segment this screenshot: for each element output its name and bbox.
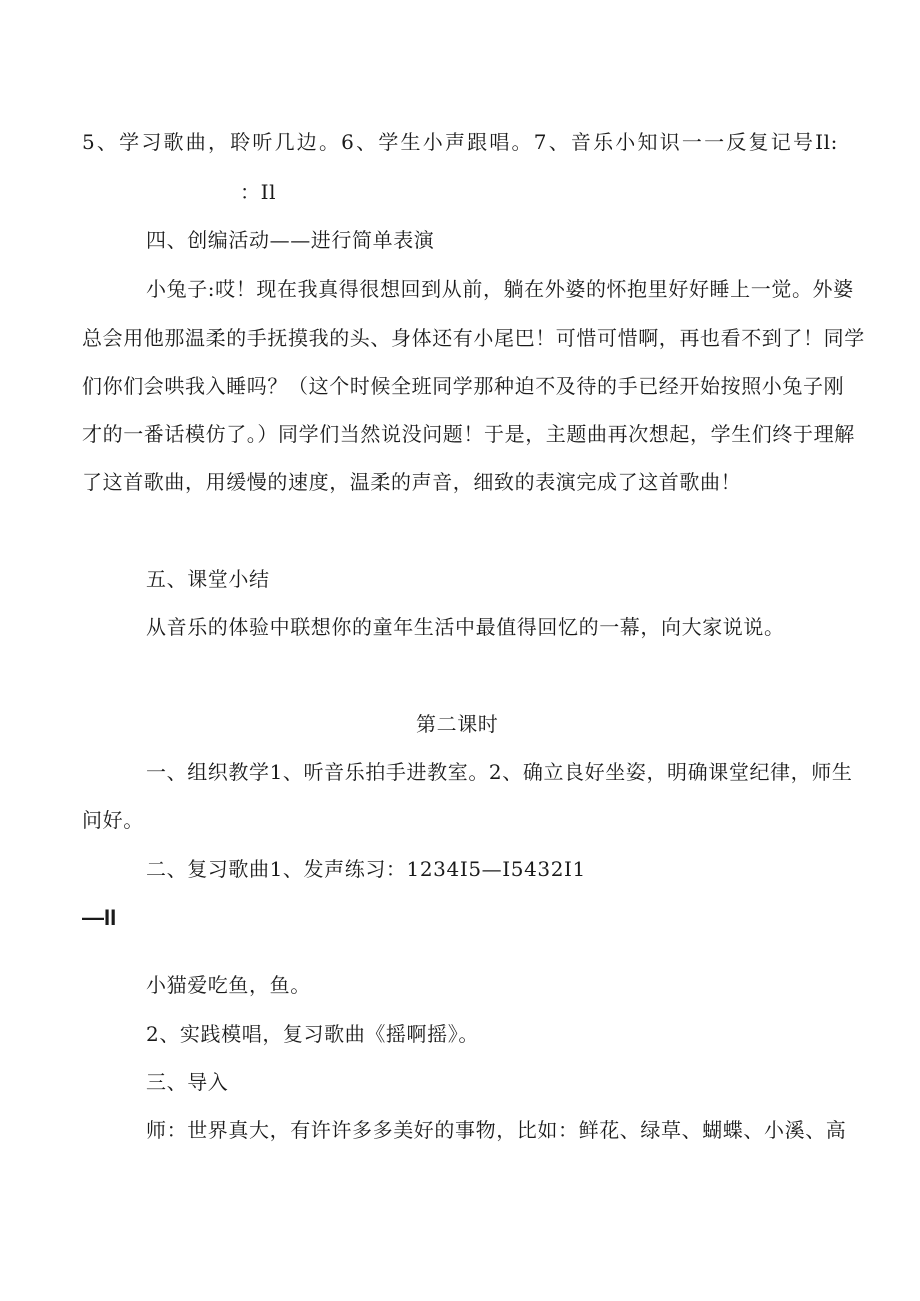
paragraph-line-organize-2: 问好。: [82, 808, 144, 832]
paragraph-line-rabbit-5: 了这首歌曲，用缓慢的速度，温柔的声音，细致的表演完成了这首歌曲！: [82, 470, 742, 494]
paragraph-line-rabbit-3: 们你们会哄我入睡吗？（这个时候全班同学那种迫不及待的手已经开始按照小兔子刚: [82, 374, 845, 398]
review-song-line: 二、复习歌曲1、发声练习：1234I5—I5432I1: [146, 857, 586, 881]
repeat-sign-line: ：Il: [240, 180, 277, 204]
paragraph-line-rabbit-4: 才的一番话模仿了。）同学们当然说没问题！于是，主题曲再次想起，学生们终于理解: [82, 422, 855, 446]
lesson-title: 第二课时: [416, 712, 499, 736]
summary-paragraph: 从音乐的体验中联想你的童年生活中最值得回忆的一幕，向大家说说。: [146, 615, 785, 639]
paragraph-line-rabbit-2: 总会用他那温柔的手抚摸我的头、身体还有小尾巴！可惜可惜啊，再也看不到了！同学: [82, 326, 865, 350]
dash-mark-line: —II: [82, 905, 117, 930]
paragraph-line-step-5-7: 5、学习歌曲，聆听几边。6、学生小声跟唱。7、音乐小知识一一反复记号Il:: [82, 130, 838, 154]
section-heading-3: 三、导入: [146, 1070, 229, 1094]
cat-line: 小猫爱吃鱼，鱼。: [146, 973, 311, 997]
practice-line: 2、实践模唱，复习歌曲《摇啊摇》。: [146, 1022, 479, 1046]
paragraph-line-rabbit-1: 小兔子:哎！现在我真得很想回到从前，躺在外婆的怀抱里好好睡上一觉。外婆: [146, 277, 854, 301]
section-heading-5: 五、课堂小结: [146, 567, 270, 591]
paragraph-line-organize-1: 一、组织教学1、听音乐拍手进教室。2、确立良好坐姿，明确课堂纪律，师生: [146, 760, 853, 784]
section-heading-4: 四、创编活动——进行简单表演: [146, 228, 435, 252]
teacher-line: 师：世界真大，有许许多多美好的事物，比如：鲜花、绿草、蝴蝶、小溪、高: [146, 1118, 847, 1142]
